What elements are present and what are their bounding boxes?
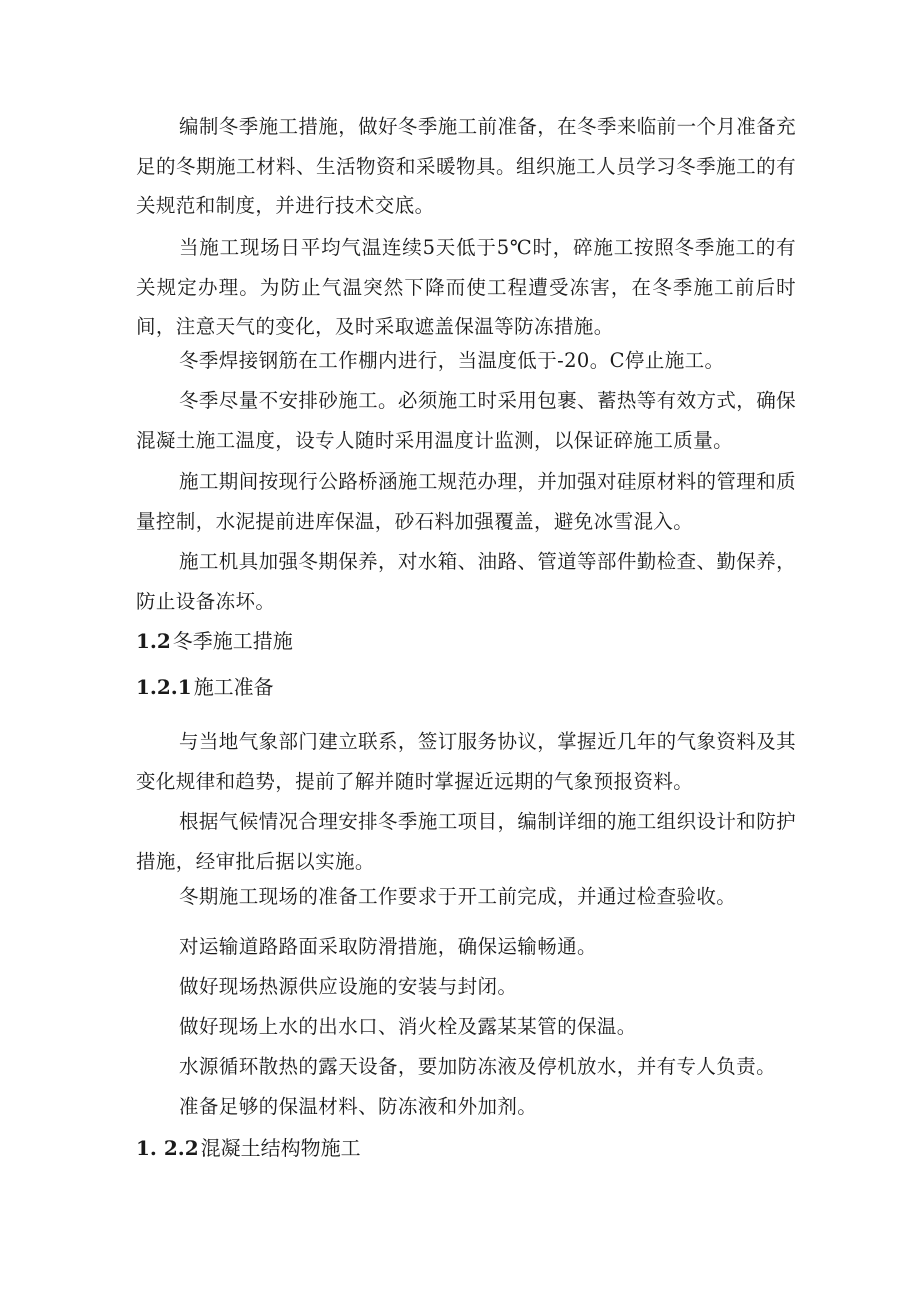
paragraph-materials: 施工期间按现行公路桥涵施工规范办理，并加强对硅原材料的管理和质量控制，水泥提前进库保温，砂石料加强覆盖，避免冰雪混入。 bbox=[136, 470, 796, 533]
paragraph-temperature-rule: 当施工现场日平均气温连续5天低于5℃时，碎施工按照冬季施工的有关规定办理。为防止气温突然下降而使工程遭受冻害，在冬季施工前后时间，注意天气的变化，及时采取遮盖保温等防冻措施。 bbox=[136, 236, 796, 338]
paragraph-site-prep: 冬期施工现场的准备工作要求于开工前完成，并通过检查验收。 bbox=[179, 885, 737, 908]
heading-number: 1. 2.2 bbox=[136, 1136, 199, 1160]
section-heading-1-2-2 bbox=[136, 1133, 361, 1163]
heading-number: 1.2.1 bbox=[136, 675, 192, 699]
paragraph-equipment: 施工机具加强冬期保养，对水箱、油路、管道等部件勤检查、勤保养，防止设备冻坏。 bbox=[136, 550, 796, 613]
heading-title: 施工准备 bbox=[193, 675, 274, 699]
paragraph-winter-prep: 编制冬季施工措施，做好冬季施工前准备，在冬季来临前一个月准备充足的冬期施工材料、生活物资和采暖物具。组织施工人员学习冬季施工的有关规范和制度，并进行技术交底。 bbox=[136, 115, 796, 217]
paragraph-water-insulation: 做好现场上水的出水口、消火栓及露某某管的保温。 bbox=[179, 1015, 637, 1038]
paragraph-antifreeze: 水源循环散热的露天设备，要加防冻液及停机放水，并有专人负责。 bbox=[179, 1055, 777, 1078]
paragraph-weather-contact: 与当地气象部门建立联系，签订服务协议，掌握近几年的气象资料及其变化规律和趋势，提前了解并随时掌握近远期的气象预报资料。 bbox=[136, 730, 796, 793]
paragraph-mortar: 冬季尽量不安排砂施工。必须施工时采用包裹、蓄热等有效方式，确保混凝土施工温度，设专人随时采用温度计监测，以保证碎施工质量。 bbox=[136, 389, 796, 452]
paragraph-road-antislip: 对运输道路路面采取防滑措施，确保运输畅通。 bbox=[179, 935, 597, 958]
paragraph-project-planning: 根据气候情况合理安排冬季施工项目，编制详细的施工组织设计和防护措施，经审批后据以实施。 bbox=[136, 810, 796, 873]
section-heading-1-2-1 bbox=[136, 672, 274, 702]
paragraph-heat-supply: 做好现场热源供应设施的安装与封闭。 bbox=[179, 975, 518, 998]
heading-number: 1.2 bbox=[136, 629, 171, 653]
paragraph-materials-ready: 准备足够的保温材料、防冻液和外加剂。 bbox=[179, 1095, 538, 1118]
section-heading-1-2 bbox=[136, 626, 293, 656]
paragraph-welding: 冬季焊接钢筋在工作棚内进行，当温度低于-20。C停止施工。 bbox=[179, 349, 725, 372]
heading-title: 混凝土结构物施工 bbox=[200, 1136, 361, 1160]
heading-title: 冬季施工措施 bbox=[172, 629, 293, 653]
